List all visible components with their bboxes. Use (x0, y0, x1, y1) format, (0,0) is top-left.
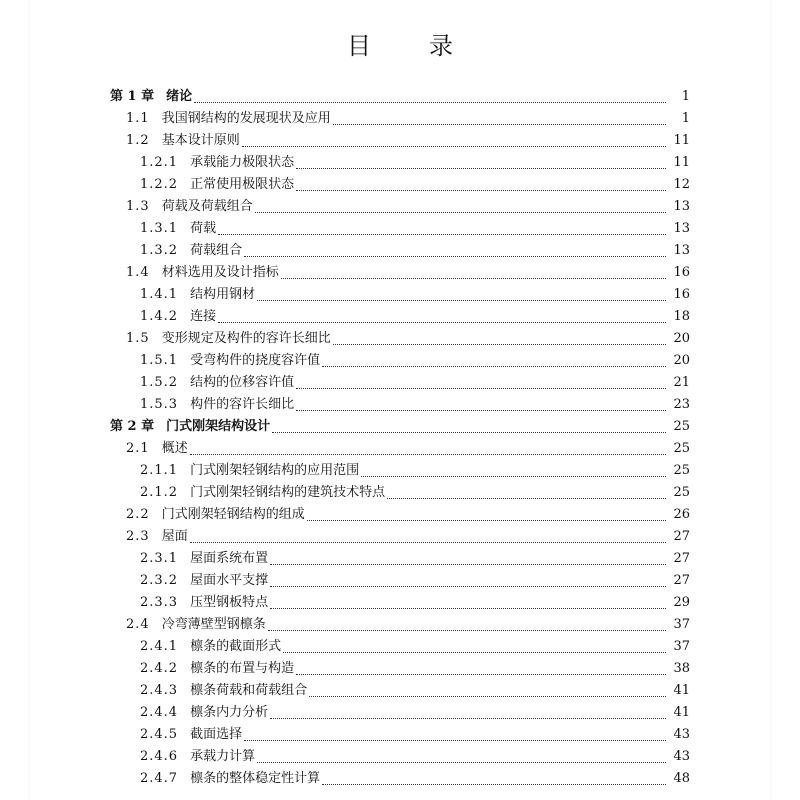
toc-entry-number: 2.3 (126, 529, 150, 544)
toc-subsection-entry[interactable] (110, 724, 690, 746)
toc-entry-number: 第 1 章 (110, 89, 155, 104)
toc-entry-number: 1.4 (126, 265, 150, 280)
dot-leader (387, 489, 666, 499)
toc-entry-number: 2.1 (126, 441, 150, 456)
dot-leader (296, 181, 666, 191)
toc-entry-title: 构件的容许长细比 (190, 397, 295, 412)
toc-entry-title: 屋面 (161, 529, 188, 544)
dot-leader (244, 731, 666, 741)
dot-leader (309, 687, 666, 697)
toc-entry-number: 2.1.1 (140, 463, 179, 478)
toc-entry-title: 承载力计算 (190, 749, 256, 764)
dot-leader (283, 643, 666, 653)
toc-chapter-entry[interactable] (110, 416, 690, 438)
toc-section-entry[interactable] (110, 108, 690, 130)
dot-leader (242, 137, 666, 147)
toc-entry-number: 1.4.1 (140, 287, 179, 302)
toc-entry-page: 41 (673, 683, 690, 698)
toc-entry-number: 1.3.1 (140, 221, 179, 236)
toc-section-entry[interactable] (110, 526, 690, 548)
dot-leader (270, 709, 666, 719)
toc-entry-title: 受弯构件的挠度容许值 (190, 353, 321, 368)
toc-entry-page: 18 (673, 309, 690, 324)
toc-entry-title: 门式刚架轻钢结构的建筑技术特点 (190, 485, 386, 500)
toc-section-entry[interactable] (110, 328, 690, 350)
toc-entry-number: 2.3.1 (140, 551, 179, 566)
title-char-right: 录 (429, 32, 453, 60)
toc-subsection-entry[interactable] (110, 768, 690, 790)
page-title (0, 26, 800, 61)
toc-entry-page: 23 (673, 397, 690, 412)
toc-entry-page: 25 (673, 463, 690, 478)
dot-leader (270, 599, 666, 609)
toc-entry-number: 1.3.2 (140, 243, 179, 258)
toc-entry-number: 2.4.2 (140, 661, 179, 676)
toc-entry-title: 檩条荷载和荷载组合 (190, 683, 308, 698)
toc-entry-title: 檩条的整体稳定性计算 (190, 771, 321, 786)
toc-subsection-entry[interactable] (110, 174, 690, 196)
toc-entry-number: 1.4.2 (140, 309, 179, 324)
toc-subsection-entry[interactable] (110, 680, 690, 702)
toc-entry-number: 2.3.3 (140, 595, 179, 610)
toc-entry-title: 冷弯薄壁型钢檩条 (161, 617, 266, 632)
toc-entry-title: 檩条的截面形式 (190, 639, 282, 654)
toc-entry-number: 1.5.2 (140, 375, 179, 390)
dot-leader (333, 115, 666, 125)
toc-entry-page: 41 (673, 705, 690, 720)
toc-entry-number: 2.1.2 (140, 485, 179, 500)
toc-entry-page: 25 (673, 419, 690, 434)
dot-leader (272, 423, 666, 433)
toc-entry-number: 2.4.7 (140, 771, 179, 786)
toc-entry-title: 门式刚架轻钢结构的组成 (161, 507, 305, 522)
title-char-left: 目 (347, 32, 371, 60)
toc-subsection-entry[interactable] (110, 702, 690, 724)
dot-leader (218, 313, 666, 323)
toc-entry-page: 48 (673, 771, 690, 786)
toc-entry-title: 屋面系统布置 (190, 551, 269, 566)
dot-leader (322, 775, 666, 785)
toc-entry-page: 20 (673, 353, 690, 368)
toc-entry-page: 43 (673, 749, 690, 764)
toc-section-entry[interactable] (110, 614, 690, 636)
toc-subsection-entry[interactable] (110, 570, 690, 592)
toc-entry-page: 27 (673, 573, 690, 588)
dot-leader (296, 379, 666, 389)
toc-subsection-entry[interactable] (110, 218, 690, 240)
toc-entry-title: 变形规定及构件的容许长细比 (161, 331, 331, 346)
toc-entry-title: 结构用钢材 (190, 287, 256, 302)
toc-entry-page: 20 (673, 331, 690, 346)
toc-entry-page: 13 (673, 199, 690, 214)
toc-entry-title: 我国钢结构的发展现状及应用 (161, 111, 331, 126)
toc-entry-page: 11 (673, 133, 690, 148)
toc-entry-title: 门式刚架轻钢结构的应用范围 (190, 463, 360, 478)
toc-entry-number: 2.4.6 (140, 749, 179, 764)
toc-entry-number: 1.5.1 (140, 353, 179, 368)
toc-entry-page: 27 (673, 529, 690, 544)
toc-entry-title: 门式刚架结构设计 (166, 419, 271, 434)
toc-subsection-entry[interactable] (110, 746, 690, 768)
dot-leader (322, 357, 666, 367)
toc-subsection-entry[interactable] (110, 306, 690, 328)
toc-entry-number: 1.1 (126, 111, 150, 126)
toc-entry-page: 11 (673, 155, 690, 170)
toc-entry-title: 正常使用极限状态 (190, 177, 295, 192)
toc-subsection-entry[interactable] (110, 240, 690, 262)
toc-entry-title: 屋面水平支撑 (190, 573, 269, 588)
toc-entry-page: 26 (673, 507, 690, 522)
toc-entry-number: 1.5 (126, 331, 150, 346)
toc-entry-title: 结构的位移容许值 (190, 375, 295, 390)
dot-leader (361, 467, 666, 477)
dot-leader (268, 621, 666, 631)
dot-leader (218, 225, 666, 235)
dot-leader (281, 269, 666, 279)
toc-entry-number: 1.5.3 (140, 397, 179, 412)
toc-entry-page: 1 (681, 111, 690, 126)
toc-entry-number: 2.4.5 (140, 727, 179, 742)
dot-leader (296, 401, 666, 411)
toc-entry-page: 25 (673, 485, 690, 500)
toc-entry-number: 2.3.2 (140, 573, 179, 588)
toc-entry-page: 27 (673, 551, 690, 566)
dot-leader (194, 93, 666, 103)
toc-entry-number: 1.3 (126, 199, 150, 214)
toc-entry-page: 37 (673, 639, 690, 654)
toc-section-entry[interactable] (110, 262, 690, 284)
toc-entry-title: 截面选择 (190, 727, 243, 742)
toc-subsection-entry[interactable] (110, 482, 690, 504)
toc-entry-title: 檩条的布置与构造 (190, 661, 295, 676)
dot-leader (244, 247, 666, 257)
toc-entry-number: 2.4 (126, 617, 150, 632)
toc-entry-page: 13 (673, 243, 690, 258)
toc-entry-number: 2.2 (126, 507, 150, 522)
toc-entry-page: 37 (673, 617, 690, 632)
toc-entry-title: 概述 (161, 441, 188, 456)
toc-chapter-entry[interactable] (110, 86, 690, 108)
toc-entry-number: 1.2.1 (140, 155, 179, 170)
toc-entry-page: 1 (681, 89, 690, 104)
toc-entry-number: 2.4.1 (140, 639, 179, 654)
dot-leader (270, 555, 666, 565)
toc-entry-title: 连接 (190, 309, 217, 324)
dot-leader (307, 511, 666, 521)
dot-leader (296, 159, 666, 169)
toc-entry-number: 1.2 (126, 133, 150, 148)
toc-entry-title: 绪论 (166, 89, 193, 104)
toc-entry-page: 38 (673, 661, 690, 676)
dot-leader (190, 533, 666, 543)
toc-entry-title: 基本设计原则 (161, 133, 240, 148)
toc-entry-number: 2.4.4 (140, 705, 179, 720)
toc-subsection-entry[interactable] (110, 394, 690, 416)
toc-entry-page: 16 (673, 287, 690, 302)
dot-leader (333, 335, 666, 345)
toc-entry-number: 2.4.3 (140, 683, 179, 698)
dot-leader (270, 577, 666, 587)
toc-subsection-entry[interactable] (110, 592, 690, 614)
dot-leader (190, 445, 666, 455)
toc-entry-page: 21 (673, 375, 690, 390)
toc-section-entry[interactable] (110, 438, 690, 460)
toc-subsection-entry[interactable] (110, 152, 690, 174)
toc-section-entry[interactable] (110, 130, 690, 152)
dot-leader (257, 291, 666, 301)
dot-leader (257, 753, 666, 763)
toc-subsection-entry[interactable] (110, 548, 690, 570)
dot-leader (296, 665, 666, 675)
toc-entry-title: 荷载及荷载组合 (161, 199, 253, 214)
toc-entry-title: 荷载 (190, 221, 217, 236)
toc-entry-title: 承载能力极限状态 (190, 155, 295, 170)
toc-section-entry[interactable] (110, 196, 690, 218)
table-of-contents (110, 86, 690, 790)
toc-entry-number: 第 2 章 (110, 419, 155, 434)
toc-subsection-entry[interactable] (110, 658, 690, 680)
toc-subsection-entry[interactable] (110, 284, 690, 306)
toc-entry-page: 25 (673, 441, 690, 456)
toc-entry-page: 13 (673, 221, 690, 236)
toc-entry-title: 荷载组合 (190, 243, 243, 258)
toc-entry-title: 檩条内力分析 (190, 705, 269, 720)
toc-subsection-entry[interactable] (110, 372, 690, 394)
toc-entry-page: 43 (673, 727, 690, 742)
toc-entry-title: 材料选用及设计指标 (161, 265, 279, 280)
toc-entry-number: 1.2.2 (140, 177, 179, 192)
toc-section-entry[interactable] (110, 504, 690, 526)
dot-leader (255, 203, 666, 213)
toc-subsection-entry[interactable] (110, 636, 690, 658)
toc-entry-page: 16 (673, 265, 690, 280)
toc-subsection-entry[interactable] (110, 350, 690, 372)
toc-entry-title: 压型钢板特点 (190, 595, 269, 610)
toc-subsection-entry[interactable] (110, 460, 690, 482)
toc-entry-page: 29 (673, 595, 690, 610)
toc-entry-page: 12 (673, 177, 690, 192)
